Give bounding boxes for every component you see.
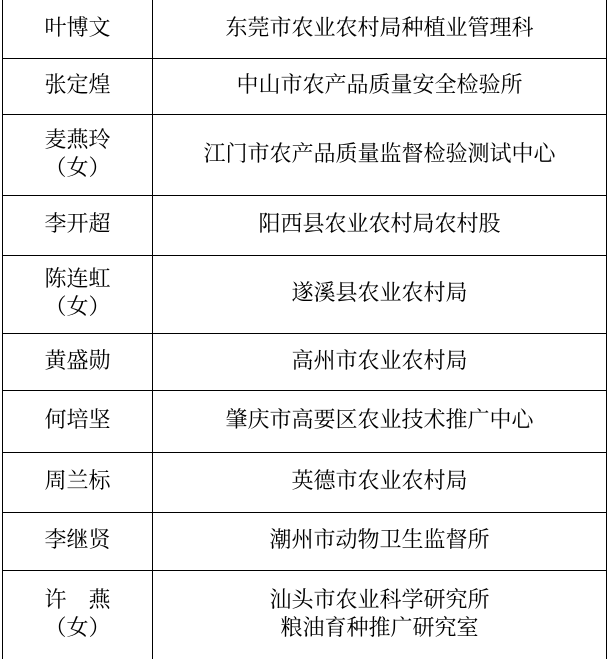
person-name: 张定煌 [3,58,153,114]
organization: 东莞市农业农村局种植业管理科 [153,0,607,58]
table-row [3,390,607,452]
table-row [3,0,607,58]
table-row [3,512,607,570]
organization: 英德市农业农村局 [153,452,607,512]
table-row [3,333,607,390]
table-row [3,570,607,659]
person-name: 麦燕玲 （女） [3,114,153,195]
organization: 汕头市农业科学研究所 粮油育种推广研究室 [153,570,607,659]
person-name: 周兰标 [3,452,153,512]
organization: 江门市农产品质量监督检验测试中心 [153,114,607,195]
organization: 潮州市动物卫生监督所 [153,512,607,570]
organization: 遂溪县农业农村局 [153,255,607,333]
person-name: 李开超 [3,195,153,255]
organization: 阳西县农业农村局农村股 [153,195,607,255]
table-row [3,195,607,255]
person-name: 叶博文 [3,0,153,58]
table-row [3,58,607,114]
person-name: 陈连虹 （女） [3,255,153,333]
table-row [3,452,607,512]
roster-table [2,0,607,659]
person-name: 黄盛勋 [3,333,153,390]
person-name: 许 燕 （女） [3,570,153,659]
person-name: 何培坚 [3,390,153,452]
organization: 中山市农产品质量安全检验所 [153,58,607,114]
person-name: 李继贤 [3,512,153,570]
organization: 肇庆市高要区农业技术推广中心 [153,390,607,452]
table-row [3,255,607,333]
organization: 高州市农业农村局 [153,333,607,390]
table-row [3,114,607,195]
